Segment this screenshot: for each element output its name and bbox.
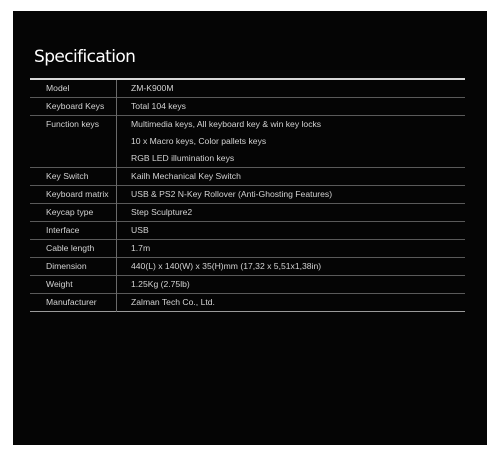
spec-row-keyboard-matrix [30, 186, 465, 204]
spec-label: Function keys [30, 116, 117, 168]
spec-value: Total 104 keys [131, 101, 186, 111]
spec-row-model [30, 80, 465, 98]
spec-row-dimension [30, 258, 465, 276]
spec-row-interface [30, 222, 465, 240]
spec-label: Interface [30, 222, 117, 240]
spec-row-keyboard-keys [30, 98, 465, 116]
spec-row-key-switch [30, 168, 465, 186]
spec-label: Keyboard Keys [30, 98, 117, 116]
spec-value: 1.7m [131, 243, 151, 253]
spec-value: Step Sculpture2 [131, 207, 193, 217]
spec-row-function-keys [30, 116, 465, 168]
spec-label: Keyboard matrix [30, 186, 117, 204]
spec-value: 1.25Kg (2.75lb) [131, 279, 190, 289]
spec-value: ZM-K900M [131, 83, 174, 93]
spec-value: Zalman Tech Co., Ltd. [131, 297, 215, 307]
page-title: Specification [34, 47, 136, 67]
spec-value: Kailh Mechanical Key Switch [131, 171, 241, 181]
spec-row-manufacturer [30, 294, 465, 312]
spec-value: Multimedia keys, All keyboard key & win key locks [131, 119, 322, 129]
spec-label: Keycap type [30, 204, 117, 222]
spec-label: Manufacturer [30, 294, 117, 312]
spec-row-weight [30, 276, 465, 294]
spec-table [30, 80, 465, 312]
spec-value: 440(L) x 140(W) x 35(H)mm (17,32 x 5,51x1,38in) [131, 261, 322, 271]
spec-label: Key Switch [30, 168, 117, 186]
spec-label: Weight [30, 276, 117, 294]
spec-value: USB & PS2 N-Key Rollover (Anti-Ghosting Features) [131, 189, 333, 199]
spec-value: RGB LED illumination keys [131, 153, 235, 163]
spec-value: USB [131, 225, 149, 235]
spec-value: 10 x Macro keys, Color pallets keys [131, 136, 267, 146]
spec-row-cable-length [30, 240, 465, 258]
spec-label: Model [30, 80, 117, 98]
spec-row-keycap-type [30, 204, 465, 222]
spec-label: Cable length [30, 240, 117, 258]
spec-label: Dimension [30, 258, 117, 276]
